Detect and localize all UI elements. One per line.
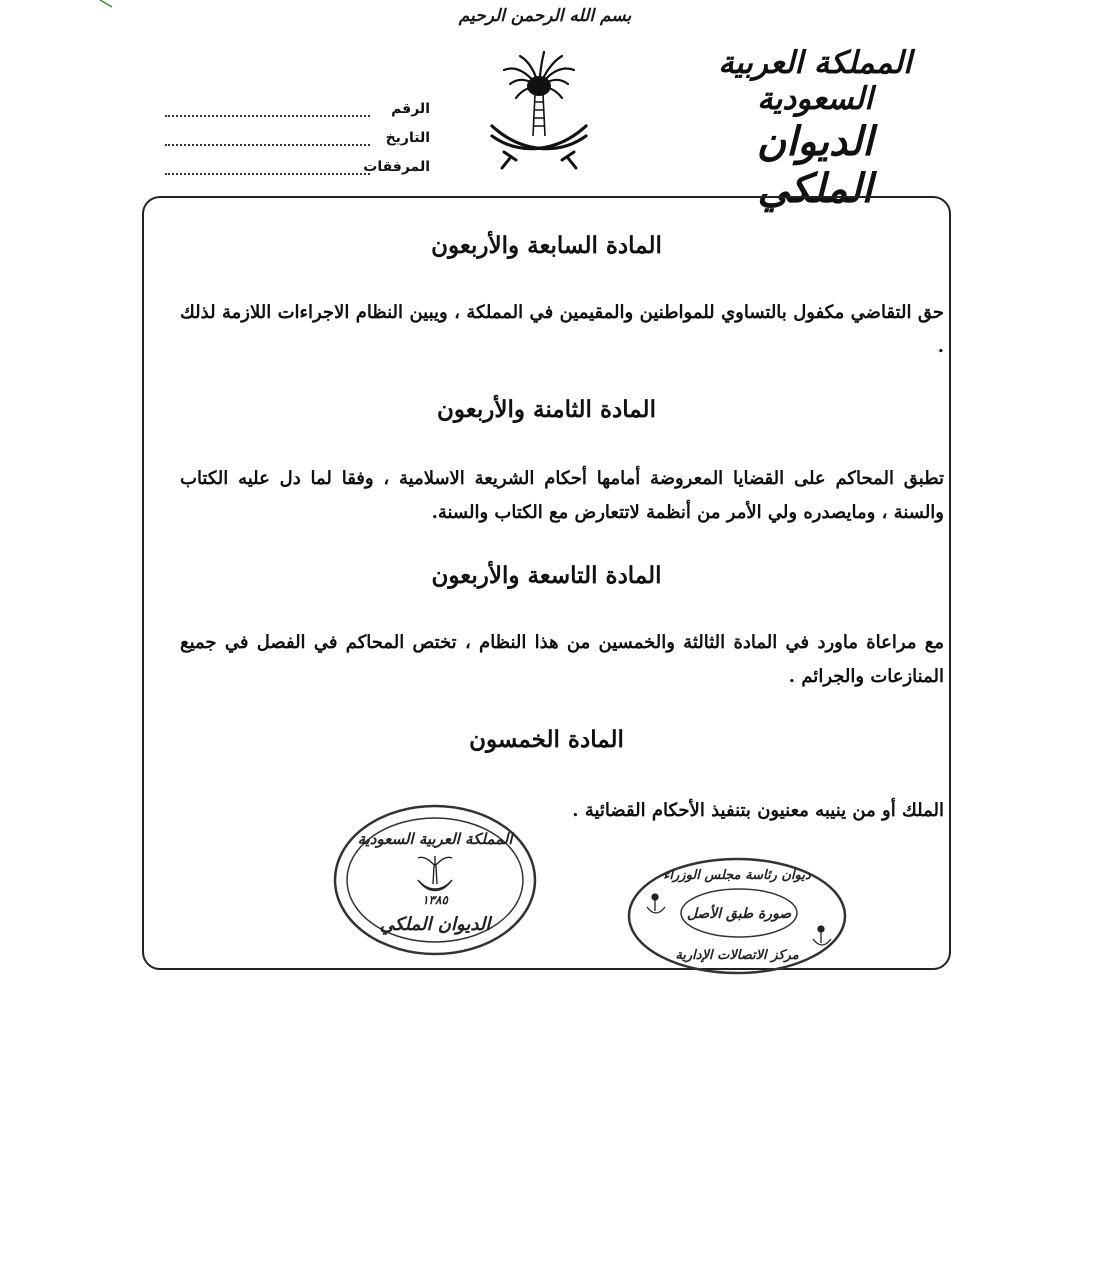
ref-attachments-line (165, 161, 370, 175)
stamp-right-right-emblem-icon (813, 926, 831, 945)
article-47-text: حق التقاضي مكفول بالتساوي للمواطنين والمقيمين في المملكة ، ويبين النظام الاجراءات اللازمة لذلك . (180, 302, 944, 357)
article-50-text: الملك أو من ينيبه معنيون بتنفيذ الأحكام القضائية . (572, 800, 944, 821)
article-48-text: تطبق المحاكم على القضايا المعروضة أمامها أحكام الشريعة الاسلامية ، وفقا لما دل عليه الكتاب والسنة ، ومايصدره ولي الأمر من أنظمة لاتتعارض مع الكتاب والسنة. (180, 468, 944, 523)
document-body-frame (142, 196, 951, 970)
royal-court-seal (330, 800, 540, 960)
ref-attachments-row (165, 146, 430, 175)
ref-attachments-label: المرفقات (363, 159, 430, 175)
corner-mark (98, 0, 114, 8)
article-49-title: المادة التاسعة والأربعون (431, 562, 662, 589)
saudi-emblem-icon (480, 48, 598, 174)
article-48-title: المادة الثامنة والأربعون (437, 396, 656, 423)
stamp-right-center-text: صورة طبق الأصل (686, 906, 792, 922)
article-47-title: المادة السابعة والأربعون (431, 232, 662, 259)
seal-left-top-text: المملكة العربية السعودية (357, 830, 513, 848)
ref-date-label: التاريخ (385, 130, 430, 146)
stamp-right-left-emblem-icon (647, 894, 665, 913)
article-49-text: مع مراعاة ماورد في المادة الثالثة والخمسين من هذا النظام ، تختص المحاكم في الفصل في جميع المنازعات والجرائم . (180, 632, 944, 687)
kingdom-title: المملكة العربية السعودية (718, 45, 912, 117)
seal-left-year: ١٣٨٥ (422, 893, 448, 907)
ref-number-row (165, 88, 430, 117)
stamp-right-bottom-text: مركز الاتصالات الإدارية (675, 948, 799, 963)
cabinet-true-copy-stamp (625, 855, 850, 977)
ref-number-label: الرقم (391, 101, 430, 117)
reference-fields (165, 88, 430, 175)
ref-number-line (165, 103, 370, 117)
ref-date-row (165, 117, 430, 146)
basmala: بسم الله الرحمن الرحيم (458, 6, 632, 26)
article-50-title: المادة الخمسون (469, 726, 624, 753)
seal-left-bottom-text: الديوان الملكي (379, 914, 491, 935)
stamp-right-top-text: ديوان رئاسة مجلس الوزراء (663, 868, 811, 883)
ref-date-line (165, 132, 370, 146)
royal-court-title: الديوان الملكي (756, 118, 874, 212)
